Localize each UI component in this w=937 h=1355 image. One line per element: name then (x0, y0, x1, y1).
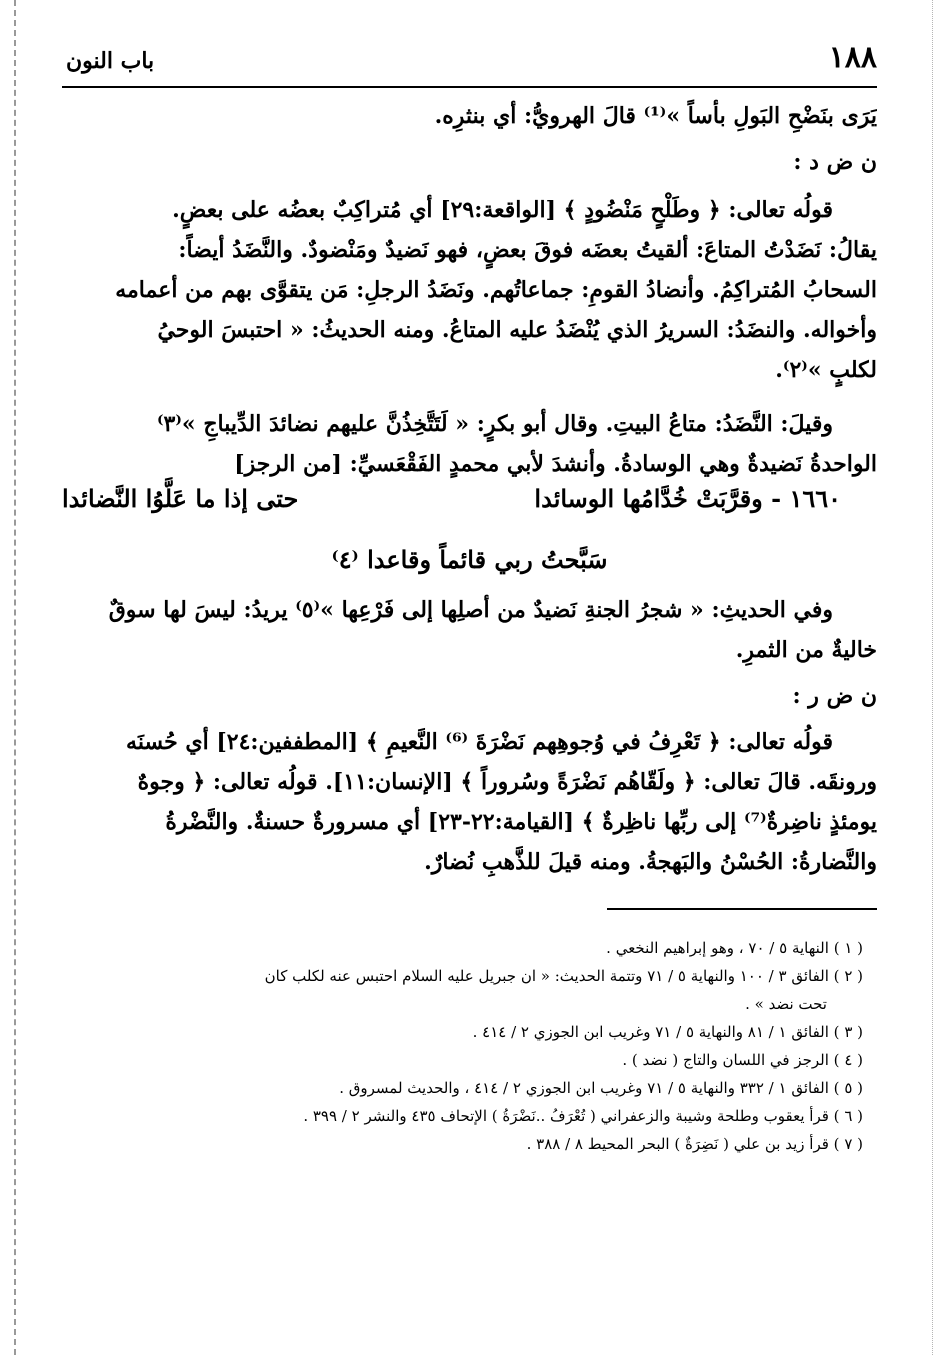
text-line: وأخواله. والنضَدُ: السريرُ الذي يُنْضَدُ عليه المتاعُ. ومنه الحديثُ: « احتبسَ الوحيُ (157, 317, 877, 343)
text-line: ورونقَه. قالَ تعالى: ﴿ ولَقّاهُم نَضْرَةً وسُروراً ﴾ [الإنسان:١١]. قولُه تعالى: ﴿ وجوهٌ (137, 769, 877, 795)
text-line: يقالُ: نَضَدْتُ المتاعَ: ألقيتُ بعضَه فوقَ بعضٍ، فهو نَضيدٌ ومَنْضودٌ. والنَّضَدُ أيضاً: (178, 237, 877, 263)
text-line: وقيلَ: النَّضَدُ: متاعُ البيتِ. وقال أبو بكرٍ: « لَتَتَّخِذُنَّ عليهم نضائدَ الدِّيباجِ »⁽٣⁾ (156, 411, 833, 437)
verse-hemistich-first: ١٦٦٠ - وقرَّبَتْ خُدَّامُها الوسائدا (534, 484, 841, 513)
page-binding-edge (14, 0, 16, 1355)
verse-line-centered: سَبَّحتُ ربي قائماً وقاعدا ⁽٤⁾ (331, 545, 608, 574)
text-line: لكلبٍ »⁽٢⁾. (775, 357, 877, 383)
footnote: ( ١ ) النهاية ٥ / ٧٠ ، وهو إبراهيم النخعي . (606, 939, 863, 957)
text-line: السحابُ المُتراكِمُ. وأنضادُ القومِ: جماعاتُهم. ونَضَدُ الرجلِ: مَن يتقوَّى بهم من أعمامه (115, 277, 877, 303)
text-line: والنَّضارةُ: الحُسْنُ والبَهجةُ. ومنه قيلَ للذَّهبِ نُضارٌ. (424, 849, 877, 875)
page-number: ١٨٨ (828, 40, 877, 75)
text-line: قولُه تعالى: ﴿ وطَلْحٍ مَنْضُودٍ ﴾ [الواقعة:٢٩] أي مُتراكِبٌ بعضُه على بعضٍ. (172, 197, 833, 223)
text-line: وفي الحديثِ: « شجرُ الجنةِ نَضيدٌ من أصلِها إلى فَرْعِها »⁽٥⁾ يريدُ: ليسَ لها سوقٌ (108, 597, 833, 623)
footnote: ( ٧ ) قرأ زيد بن علي ( نَضِرَةٌ ) البحر المحيط ٨ / ٣٨٨ . (526, 1135, 863, 1153)
poem-verse (62, 484, 877, 536)
text-line: الواحدةُ نَضيدةٌ وهي الوسادةُ. وأنشدَ لأبي محمدٍ الفَقْعَسيِّ: [من الرجز] (234, 451, 877, 477)
footnote: ( ٤ ) الرجز في اللسان والتاج ( نضد ) . (622, 1051, 863, 1069)
footnote-continuation: تحت نضد » . (745, 995, 827, 1013)
footnote: ( ٢ ) الفائق ٣ / ١٠٠ والنهاية ٥ / ٧١ وتتمة الحديث: « ان جبريل عليه السلام احتبس عنه لكلب كان (264, 967, 863, 985)
entry-heading: ن ض د : (793, 149, 877, 175)
text-line: خاليةٌ من الثمرِ. (735, 637, 877, 663)
chapter-title: باب النون (66, 48, 155, 74)
footnote-separator (607, 908, 877, 910)
entry-heading: ن ض ر : (792, 683, 877, 709)
footnote: ( ٥ ) الفائق ١ / ٣٣٢ والنهاية ٥ / ٧١ وغريب ابن الجوزي ٢ / ٤١٤ ، والحديث لمسروق . (339, 1079, 863, 1097)
page-header (62, 40, 877, 88)
page-edge (932, 0, 933, 1355)
verse-hemistich-second: حتى إذا ما عَلَّوُا النَّضائدا (62, 484, 299, 513)
text-line: يومئذٍ ناضِرةٌ⁽⁷⁾ إلى ربِّها ناظِرةٌ ﴾ [القيامة:٢٢-٢٣] أي مسرورةٌ حسنةٌ. والنَّضْرةُ (165, 809, 877, 835)
text-line: يَرَى بنَضْحِ البَولِ بأساً »⁽¹⁾ قالَ الهرويُّ: أي بنثرِه. (434, 103, 877, 129)
book-page (62, 40, 877, 1158)
footnote: ( ٦ ) قرأ يعقوب وطلحة وشيبة والزعفراني ( تُعْرَفُ ..نَضْرَةُ ) الإتحاف ٤٣٥ والنشر ٢ / ٣٩٩ . (303, 1107, 863, 1125)
footnote: ( ٣ ) الفائق ١ / ٨١ والنهاية ٥ / ٧١ وغريب ابن الجوزي ٢ / ٤١٤ . (472, 1023, 863, 1041)
text-line: قولُه تعالى: ﴿ تَعْرِفُ في وُجوهِهم نَضْرَةَ ⁽⁶⁾ النَّعيمِ ﴾ [المطففين:٢٤] أي حُسنَه (126, 729, 833, 755)
